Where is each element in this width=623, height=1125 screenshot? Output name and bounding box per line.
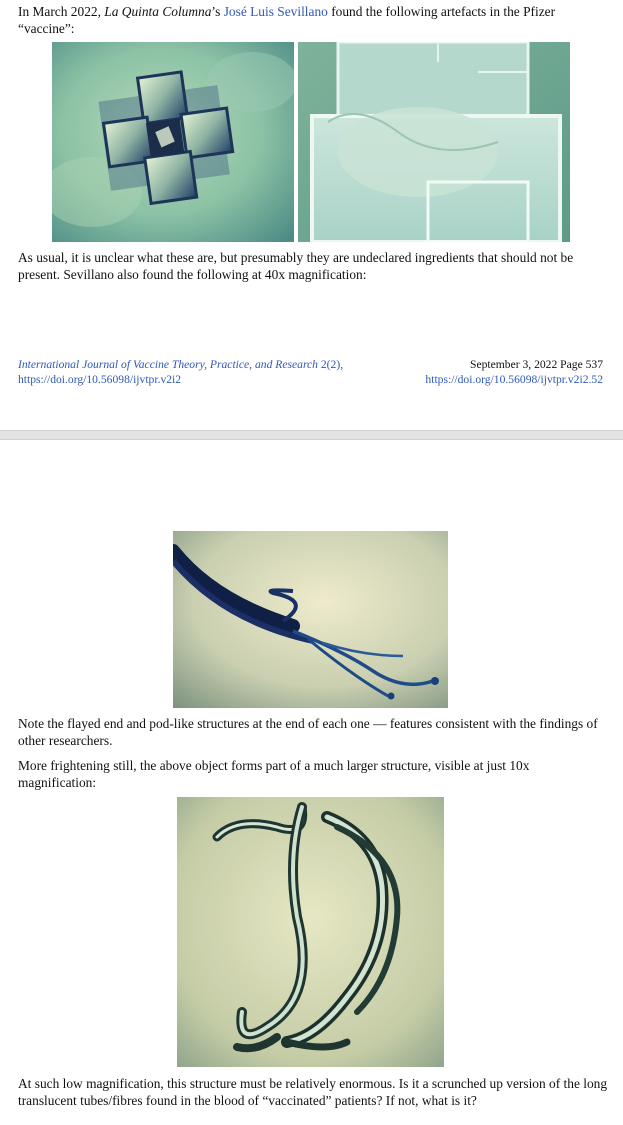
- body-paragraph-4: More frightening still, the above object forms part of a much larger structure, visible at just 10x magnification:: [18, 758, 530, 790]
- intro-text: In March 2022,: [18, 4, 105, 19]
- intro-paragraph: [18, 4, 608, 37]
- journal-doi-link[interactable]: https://doi.org/10.56098/ijvtpr.v2i2: [18, 373, 182, 386]
- fibre-micrograph-40x: [173, 531, 448, 708]
- publication-name: La Quinta Columna: [104, 4, 212, 19]
- page-info: [425, 357, 603, 387]
- possessive-text: ’s: [211, 4, 224, 19]
- researcher-link[interactable]: José Luis Sevillano: [223, 4, 328, 19]
- crystal-micrograph-2: [298, 42, 570, 242]
- crystal-micrograph-1: [52, 42, 294, 242]
- date-page-number: September 3, 2022 Page 537: [470, 358, 603, 371]
- journal-volume: 2(2),: [317, 358, 344, 371]
- journal-title: International Journal of Vaccine Theory, Practice, and Research: [18, 358, 318, 371]
- body-paragraph-2: As usual, it is unclear what these are, but presumably they are undeclared ingredients that should not be present. Sevillano also found the following at 40x magnification:: [18, 250, 574, 282]
- intro-text-end: found the following artefacts in the Pfizer “vaccine”:: [18, 4, 556, 36]
- page-divider: [0, 430, 623, 440]
- body-paragraph-5: At such low magnification, this structure must be relatively enormous. Is it a scrunched up version of the long translucent tubes/fibres found in the blood of “vaccinated” patients? If not, what is it?: [18, 1076, 608, 1108]
- journal-citation: [18, 357, 343, 387]
- structure-micrograph-10x: [177, 797, 444, 1067]
- article-doi-link[interactable]: https://doi.org/10.56098/ijvtpr.v2i2.52: [425, 373, 603, 386]
- body-paragraph-3: Note the flayed end and pod-like structures at the end of each one — features consistent with the findings of other researchers.: [18, 716, 598, 748]
